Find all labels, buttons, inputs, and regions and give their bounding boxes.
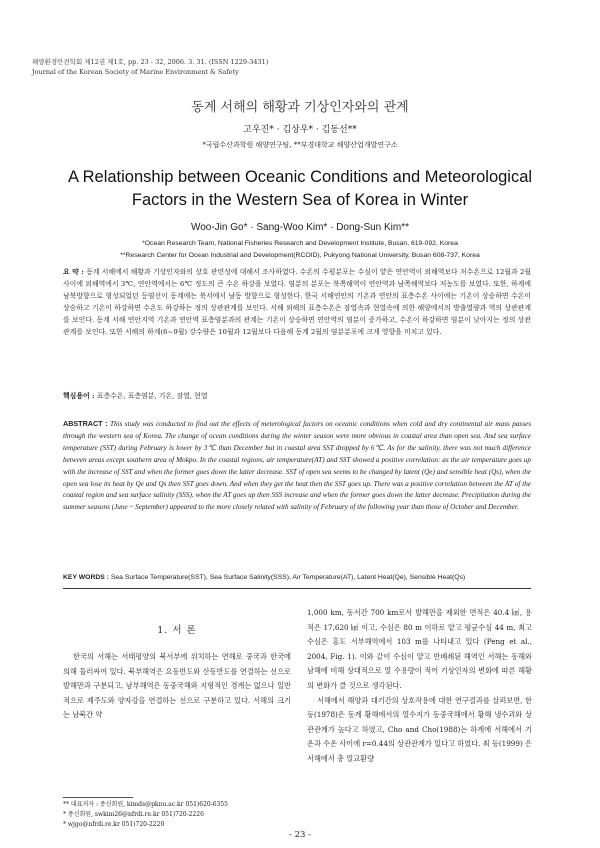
abstract-korean (63, 267, 531, 338)
body-right-paragraph-1: 1,000 km, 동서간 700 km로서 발해만을 제외한 면적은 40.4 ㎢, 용적은 17,620 ㎦ 이고, 수심은 80 m 이하로 얕고 평균수심 44 m, 최고수심은 홍도 서부해역에서 103 m를 나타내고 있다 (Peng et al., 2004, Fig. 1). 이와 같이 수심이 얕고 반폐쇄된 해역인 서해는 동해와 남해에 비해 상대적으로 열 수용량이 적어 기상인자의 변화에 따른 해황의 변화가 클 것으로 생각된다. (307, 608, 532, 690)
keywords-korean (63, 391, 531, 403)
abstract-english-label: ABSTRACT : (63, 419, 108, 428)
footnote-2: * 종신회원, swkim26@nfrdi.re.kr 051)720-2226 (63, 811, 204, 818)
authors-korean: 고우진* · 김상우* · 김동선** (243, 125, 357, 135)
title-english-line2: Factors in the Western Sea of Korea in Winter (131, 191, 469, 209)
keywords-korean-text: 표층수온, 표층염분, 기온, 잠열, 현열 (96, 392, 208, 400)
footnote-divider (63, 797, 133, 798)
authors-english: Woo-Jin Go* · Sang-Woo Kim* · Dong-Sun Kim** (190, 222, 410, 233)
affiliation-korean: *국립수산과학원 해양연구팀, **부경대학교 해양산업개발연구소 (202, 141, 398, 149)
title-english-line1: A Relationship between Oceanic Conditions and Meteorological (67, 168, 533, 186)
title-korean: 동계 서해의 해황과 기상인자와의 관계 (191, 100, 409, 115)
abstract-divider (63, 588, 531, 589)
abstract-korean-text: 동계 서해에서 해황과 기상인자와의 상호 관련성에 대해서 조사하였다. 수온의 수평분포는 수심이 얕은 연안역이 외해역보다 저수온으로 12월과 2월사이에 외해역에서 3℃, 연안역에서는 6℃ 정도의 큰 수온 하강을 보였다. 염분의 분포는 북쪽해역이 연안역과 남쪽해역보다 저농도를 보였다. 또한, 하계에 남북방향으로 형성되었던 등염선이 동계에는 북서에서 남동 방향으로 형성한다. 한국 서해연안의 기온과 연안의 표층수온 사이에는 기온이 상승하면 수온이 상승하고 기온이 하강하면 수온도 하강하는 정의 상관관계를 보인다. 서해 외해의 표층수온은 잠열속과 현열속에 의한 해양에서의 방출열량과 역의 상관관계를 보인다. 동계 서해 연안지역 기온과 연안역 표층염분과의 관계는 기온이 상승하면 연안역의 염분이 증가하고, 수온이 하강하면 염분이 낮아지는 정의 상관관계를 보인다. 또한 서해의 하계(6~9월) 강수량은 10월과 12월보다 다음해 동계 2월의 염분분포에 크게 영향을 미치고 있다. (63, 268, 532, 336)
body-right-column (307, 606, 532, 767)
body-left-column (63, 650, 291, 723)
keywords-english-text: Sea Surface Temperature(SST), Sea Surface Salinity(SSS), Air Temperature(AT), Latent Heat(Qe), Sensible Heat(Qs) (110, 574, 466, 581)
footnote-1: ** 대표저자 : 종신회원, kimds@pknu.ac.kr 051)620-6355 (63, 801, 229, 808)
journal-header-line1: 해양환경안전학회 제12권 제1호, pp. 23 - 32, 2006. 3. 31. (ISSN 1229-3431) (32, 58, 269, 66)
keywords-english-label: KEY WORDS : (63, 574, 109, 581)
abstract-korean-label: 요 약 : (63, 268, 84, 276)
footnote-3: * wjgo@nfrdi.re.kr 051)720-2220 (63, 821, 165, 828)
abstract-english-text: This study was conducted to find out the effects of meterological factors on oceanic conditions when cold and dry continental air mass passes through the western sea of Korea. The change of ocean conditions during the winter season were more obvious in coastal area than open sea. And sea surface temperature (SST) during February is lower by 3℃ than December but in coastal area SST dropped by 6℃. As for the salinity, there was not much difference between areas except southern area of Mokpo. In the coastal regions, air temperature(AT) and SST showed a positive correlation: as the air temperature goes up with the increase of SST and when the former goes down the latter decrease. SST of open sea seems to be changed by latent (Qe) and sensible heat (Qs), when the open sea lose its heat by Qe and Qs then SST goes down. And when they get the heat then the SST goes up. There was a positive correlation between the AT of the coastal region and sea surface salinity (SSS), when the AT goes up then SSS increase and when the former goes down the latter decrease. Precipitation during the summer seasons (June ~ September) appeared to the more closely related with salinity of February of the following year than those of October and December. (63, 420, 531, 512)
body-left-paragraph: 한국의 서해는 서태평양의 북서부에 위치하는 연해로 중국과 한국에 의해 둘러싸여 있다. 북부해역은 요동반도와 산동반도를 연결하는 선으로 발해만과 구분되고, 남부해역은 동중국해와 지형적인 경계는 없으나 일반적으로 제주도와 양자강을 연결하는 선으로 구분하고 있다. 서해의 크기는 남북간 약 (63, 652, 291, 720)
section-title-introduction: 1. 서 론 (157, 625, 197, 636)
page-number: - 23 - (289, 830, 311, 840)
body-right-paragraph-2: 서해에서 해양과 대기간의 상호작용에 대한 연구결과를 살펴보면, 한 등(1978)은 동계 황해에서의 열수지가 동중국해에서 황해 냉수괴와 상관관계가 높다고 하였고, Cho and Cho(1988)는 하계에 서해에서 기온과 수온 사이에 r=0.44의 상관관계가 있다고 하였다. 최 등(1999) 은 서해에서 총 열교환량 (307, 695, 532, 763)
affiliation-english-1: *Ocean Research Team, National Fisheries Research and Development Institute, Busan, 619-092, Korea (142, 240, 458, 247)
affiliation-english-2: **Research Center for Ocean Industrial and Development(RCOID), Pukyong National University, Busan 608-737, Korea (120, 252, 480, 259)
keywords-korean-label: 핵심용어 : (63, 392, 95, 400)
abstract-english (63, 418, 531, 514)
keywords-english (63, 572, 531, 584)
journal-header-line2: Journal of the Korean Society of Marine Environment & Safety (32, 68, 239, 76)
